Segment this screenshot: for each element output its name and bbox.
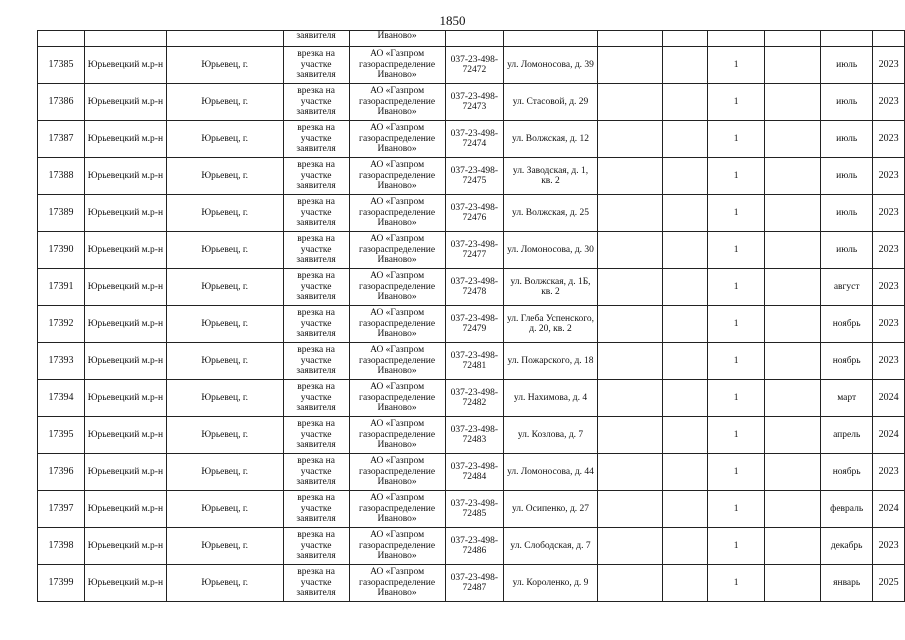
organization-cell: АО «Газпром газораспределение Иваново» bbox=[349, 84, 445, 121]
city-cell: Юрьевец, г. bbox=[166, 491, 283, 528]
table-row bbox=[38, 528, 905, 565]
organization-cell: АО «Газпром газораспределение Иваново» bbox=[349, 417, 445, 454]
count-cell: 1 bbox=[708, 343, 764, 380]
empty-cell bbox=[597, 158, 662, 195]
district-cell: Юрьевецкий м.р-н bbox=[85, 380, 167, 417]
count-cell: 1 bbox=[708, 269, 764, 306]
id-cell: 17396 bbox=[38, 454, 85, 491]
table-row bbox=[38, 84, 905, 121]
empty-cell bbox=[662, 232, 708, 269]
connection-type-cell: врезка на участке заявителя bbox=[283, 158, 349, 195]
table-row bbox=[38, 380, 905, 417]
district-cell: Юрьевецкий м.р-н bbox=[85, 195, 167, 232]
id-cell: 17393 bbox=[38, 343, 85, 380]
code-cell: 037-23-498-72485 bbox=[445, 491, 503, 528]
organization-cell: АО «Газпром газораспределение Иваново» bbox=[349, 195, 445, 232]
empty-cell bbox=[764, 158, 820, 195]
count-cell: 1 bbox=[708, 306, 764, 343]
year-cell: 2023 bbox=[873, 121, 905, 158]
connection-type-cell: врезка на участке заявителя bbox=[283, 47, 349, 84]
count-cell: 1 bbox=[708, 491, 764, 528]
city-cell: Юрьевец, г. bbox=[166, 195, 283, 232]
empty-cell bbox=[662, 306, 708, 343]
id-cell: 17386 bbox=[38, 84, 85, 121]
month-cell: июль bbox=[821, 195, 873, 232]
table-row bbox=[38, 306, 905, 343]
district-cell: Юрьевецкий м.р-н bbox=[85, 343, 167, 380]
empty-cell bbox=[597, 306, 662, 343]
city-cell: Юрьевец, г. bbox=[166, 232, 283, 269]
year-cell: 2023 bbox=[873, 158, 905, 195]
empty-cell bbox=[597, 380, 662, 417]
district-cell: Юрьевецкий м.р-н bbox=[85, 528, 167, 565]
empty-cell bbox=[764, 565, 820, 602]
code-cell: 037-23-498-72478 bbox=[445, 269, 503, 306]
organization-cell: АО «Газпром газораспределение Иваново» bbox=[349, 528, 445, 565]
table-row bbox=[38, 158, 905, 195]
empty-cell bbox=[662, 158, 708, 195]
district-cell: Юрьевецкий м.р-н bbox=[85, 269, 167, 306]
address-cell: ул. Волжская, д. 25 bbox=[504, 195, 598, 232]
city-cell: Юрьевец, г. bbox=[166, 454, 283, 491]
year-cell: 2023 bbox=[873, 528, 905, 565]
connection-type-cell: врезка на участке заявителя bbox=[283, 121, 349, 158]
year-cell: 2024 bbox=[873, 417, 905, 454]
empty-cell bbox=[764, 47, 820, 84]
table-body bbox=[38, 31, 905, 602]
organization-cell: АО «Газпром газораспределение Иваново» bbox=[349, 454, 445, 491]
count-cell: 1 bbox=[708, 47, 764, 84]
address-cell: ул. Пожарского, д. 18 bbox=[504, 343, 598, 380]
district-cell: Юрьевецкий м.р-н bbox=[85, 84, 167, 121]
year-cell: 2023 bbox=[873, 232, 905, 269]
connection-type-cell: врезка на участке заявителя bbox=[283, 491, 349, 528]
empty-cell bbox=[764, 417, 820, 454]
empty-cell bbox=[597, 491, 662, 528]
id-cell: 17388 bbox=[38, 158, 85, 195]
month-cell: ноябрь bbox=[821, 343, 873, 380]
city-cell: Юрьевец, г. bbox=[166, 269, 283, 306]
year-cell: 2023 bbox=[873, 269, 905, 306]
registry-table bbox=[37, 30, 905, 602]
city-cell: Юрьевец, г. bbox=[166, 565, 283, 602]
empty-cell bbox=[597, 269, 662, 306]
table-row bbox=[38, 232, 905, 269]
city-cell: Юрьевец, г. bbox=[166, 380, 283, 417]
table-row bbox=[38, 47, 905, 84]
table-row bbox=[38, 343, 905, 380]
month-cell: август bbox=[821, 269, 873, 306]
address-cell: ул. Ломоносова, д. 39 bbox=[504, 47, 598, 84]
count-cell: 1 bbox=[708, 417, 764, 454]
organization-cell: АО «Газпром газораспределение Иваново» bbox=[349, 380, 445, 417]
year-cell: 2023 bbox=[873, 454, 905, 491]
table-row bbox=[38, 565, 905, 602]
organization-cell: АО «Газпром газораспределение Иваново» bbox=[349, 269, 445, 306]
year-cell: 2024 bbox=[873, 491, 905, 528]
organization-cell: АО «Газпром газораспределение Иваново» bbox=[349, 121, 445, 158]
empty-cell bbox=[764, 454, 820, 491]
city-cell: Юрьевец, г. bbox=[166, 121, 283, 158]
organization-cell: АО «Газпром газораспределение Иваново» bbox=[349, 232, 445, 269]
address-cell: ул. Козлова, д. 7 bbox=[504, 417, 598, 454]
address-cell: ул. Короленко, д. 9 bbox=[504, 565, 598, 602]
organization-cell: АО «Газпром газораспределение Иваново» bbox=[349, 158, 445, 195]
address-cell: ул. Нахимова, д. 4 bbox=[504, 380, 598, 417]
empty-cell bbox=[764, 84, 820, 121]
empty-cell bbox=[764, 269, 820, 306]
empty-cell bbox=[597, 417, 662, 454]
address-cell: ул. Глеба Успенского, д. 20, кв. 2 bbox=[504, 306, 598, 343]
count-cell: 1 bbox=[708, 195, 764, 232]
code-cell: 037-23-498-72474 bbox=[445, 121, 503, 158]
district-cell: Юрьевецкий м.р-н bbox=[85, 232, 167, 269]
empty-cell bbox=[662, 380, 708, 417]
connection-type-cell: врезка на участке заявителя bbox=[283, 454, 349, 491]
code-cell: 037-23-498-72482 bbox=[445, 380, 503, 417]
city-cell: Юрьевец, г. bbox=[166, 306, 283, 343]
district-cell: Юрьевецкий м.р-н bbox=[85, 454, 167, 491]
year-cell: 2023 bbox=[873, 306, 905, 343]
connection-type-cell: врезка на участке заявителя bbox=[283, 380, 349, 417]
count-cell: 1 bbox=[708, 380, 764, 417]
city-cell: Юрьевец, г. bbox=[166, 528, 283, 565]
code-cell: 037-23-498-72475 bbox=[445, 158, 503, 195]
empty-cell bbox=[764, 343, 820, 380]
count-cell: 1 bbox=[708, 121, 764, 158]
empty-cell bbox=[764, 121, 820, 158]
empty-cell bbox=[597, 195, 662, 232]
district-cell: Юрьевецкий м.р-н bbox=[85, 121, 167, 158]
empty-cell bbox=[662, 491, 708, 528]
code-cell: 037-23-498-72481 bbox=[445, 343, 503, 380]
count-cell: 1 bbox=[708, 454, 764, 491]
code-cell: 037-23-498-72472 bbox=[445, 47, 503, 84]
month-cell: ноябрь bbox=[821, 454, 873, 491]
empty-cell bbox=[662, 454, 708, 491]
address-cell: ул. Заводская, д. 1, кв. 2 bbox=[504, 158, 598, 195]
code-cell: 037-23-498-72483 bbox=[445, 417, 503, 454]
month-cell: июль bbox=[821, 84, 873, 121]
month-cell: февраль bbox=[821, 491, 873, 528]
year-cell: 2023 bbox=[873, 84, 905, 121]
connection-type-cell: врезка на участке заявителя bbox=[283, 306, 349, 343]
connection-type-cell: заявителя bbox=[283, 31, 349, 47]
id-cell: 17395 bbox=[38, 417, 85, 454]
table-row bbox=[38, 269, 905, 306]
empty-cell bbox=[764, 380, 820, 417]
district-cell: Юрьевецкий м.р-н bbox=[85, 565, 167, 602]
empty-cell bbox=[662, 269, 708, 306]
table-row bbox=[38, 491, 905, 528]
connection-type-cell: врезка на участке заявителя bbox=[283, 565, 349, 602]
empty-cell bbox=[597, 121, 662, 158]
organization-cell: АО «Газпром газораспределение Иваново» bbox=[349, 306, 445, 343]
code-cell: 037-23-498-72486 bbox=[445, 528, 503, 565]
year-cell: 2023 bbox=[873, 47, 905, 84]
connection-type-cell: врезка на участке заявителя bbox=[283, 343, 349, 380]
code-cell: 037-23-498-72473 bbox=[445, 84, 503, 121]
id-cell: 17397 bbox=[38, 491, 85, 528]
empty-cell bbox=[764, 232, 820, 269]
empty-cell bbox=[662, 565, 708, 602]
district-cell: Юрьевецкий м.р-н bbox=[85, 417, 167, 454]
address-cell: ул. Стасовой, д. 29 bbox=[504, 84, 598, 121]
id-cell: 17387 bbox=[38, 121, 85, 158]
table-row bbox=[38, 195, 905, 232]
id-cell: 17399 bbox=[38, 565, 85, 602]
empty-cell bbox=[662, 47, 708, 84]
month-cell: апрель bbox=[821, 417, 873, 454]
city-cell: Юрьевец, г. bbox=[166, 343, 283, 380]
count-cell: 1 bbox=[708, 232, 764, 269]
connection-type-cell: врезка на участке заявителя bbox=[283, 269, 349, 306]
code-cell: 037-23-498-72477 bbox=[445, 232, 503, 269]
connection-type-cell: врезка на участке заявителя bbox=[283, 195, 349, 232]
organization-cell: Иваново» bbox=[349, 31, 445, 47]
id-cell: 17394 bbox=[38, 380, 85, 417]
organization-cell: АО «Газпром газораспределение Иваново» bbox=[349, 565, 445, 602]
year-cell: 2024 bbox=[873, 380, 905, 417]
empty-cell bbox=[662, 195, 708, 232]
connection-type-cell: врезка на участке заявителя bbox=[283, 417, 349, 454]
code-cell: 037-23-498-72476 bbox=[445, 195, 503, 232]
city-cell: Юрьевец, г. bbox=[166, 47, 283, 84]
id-cell: 17392 bbox=[38, 306, 85, 343]
id-cell: 17385 bbox=[38, 47, 85, 84]
empty-cell bbox=[662, 528, 708, 565]
organization-cell: АО «Газпром газораспределение Иваново» bbox=[349, 343, 445, 380]
count-cell: 1 bbox=[708, 528, 764, 565]
district-cell: Юрьевецкий м.р-н bbox=[85, 306, 167, 343]
city-cell: Юрьевец, г. bbox=[166, 417, 283, 454]
empty-cell bbox=[764, 528, 820, 565]
month-cell: июль bbox=[821, 121, 873, 158]
id-cell: 17389 bbox=[38, 195, 85, 232]
month-cell: март bbox=[821, 380, 873, 417]
count-cell: 1 bbox=[708, 84, 764, 121]
connection-type-cell: врезка на участке заявителя bbox=[283, 84, 349, 121]
code-cell: 037-23-498-72484 bbox=[445, 454, 503, 491]
empty-cell bbox=[764, 491, 820, 528]
continuation-row bbox=[38, 31, 905, 47]
id-cell: 17390 bbox=[38, 232, 85, 269]
organization-cell: АО «Газпром газораспределение Иваново» bbox=[349, 47, 445, 84]
empty-cell bbox=[597, 454, 662, 491]
id-cell: 17391 bbox=[38, 269, 85, 306]
connection-type-cell: врезка на участке заявителя bbox=[283, 232, 349, 269]
month-cell: ноябрь bbox=[821, 306, 873, 343]
year-cell: 2023 bbox=[873, 195, 905, 232]
empty-cell bbox=[597, 565, 662, 602]
empty-cell bbox=[662, 343, 708, 380]
id-cell: 17398 bbox=[38, 528, 85, 565]
address-cell: ул. Слободская, д. 7 bbox=[504, 528, 598, 565]
table-row bbox=[38, 121, 905, 158]
organization-cell: АО «Газпром газораспределение Иваново» bbox=[349, 491, 445, 528]
connection-type-cell: врезка на участке заявителя bbox=[283, 528, 349, 565]
district-cell: Юрьевецкий м.р-н bbox=[85, 158, 167, 195]
empty-cell bbox=[764, 195, 820, 232]
month-cell: июль bbox=[821, 158, 873, 195]
empty-cell bbox=[597, 47, 662, 84]
address-cell: ул. Волжская, д. 12 bbox=[504, 121, 598, 158]
district-cell: Юрьевецкий м.р-н bbox=[85, 491, 167, 528]
table-row bbox=[38, 454, 905, 491]
code-cell: 037-23-498-72487 bbox=[445, 565, 503, 602]
empty-cell bbox=[764, 306, 820, 343]
year-cell: 2023 bbox=[873, 343, 905, 380]
empty-cell bbox=[662, 121, 708, 158]
empty-cell bbox=[597, 232, 662, 269]
empty-cell bbox=[597, 528, 662, 565]
month-cell: январь bbox=[821, 565, 873, 602]
empty-cell bbox=[597, 343, 662, 380]
empty-cell bbox=[662, 84, 708, 121]
address-cell: ул. Осипенко, д. 27 bbox=[504, 491, 598, 528]
address-cell: ул. Ломоносова, д. 30 bbox=[504, 232, 598, 269]
address-cell: ул. Волжская, д. 1Б, кв. 2 bbox=[504, 269, 598, 306]
month-cell: декабрь bbox=[821, 528, 873, 565]
city-cell: Юрьевец, г. bbox=[166, 84, 283, 121]
count-cell: 1 bbox=[708, 565, 764, 602]
count-cell: 1 bbox=[708, 158, 764, 195]
district-cell: Юрьевецкий м.р-н bbox=[85, 47, 167, 84]
empty-cell bbox=[662, 417, 708, 454]
page-number: 1850 bbox=[439, 13, 466, 28]
address-cell: ул. Ломоносова, д. 44 bbox=[504, 454, 598, 491]
code-cell: 037-23-498-72479 bbox=[445, 306, 503, 343]
year-cell: 2025 bbox=[873, 565, 905, 602]
empty-cell bbox=[597, 84, 662, 121]
table-row bbox=[38, 417, 905, 454]
month-cell: июль bbox=[821, 232, 873, 269]
month-cell: июль bbox=[821, 47, 873, 84]
city-cell: Юрьевец, г. bbox=[166, 158, 283, 195]
